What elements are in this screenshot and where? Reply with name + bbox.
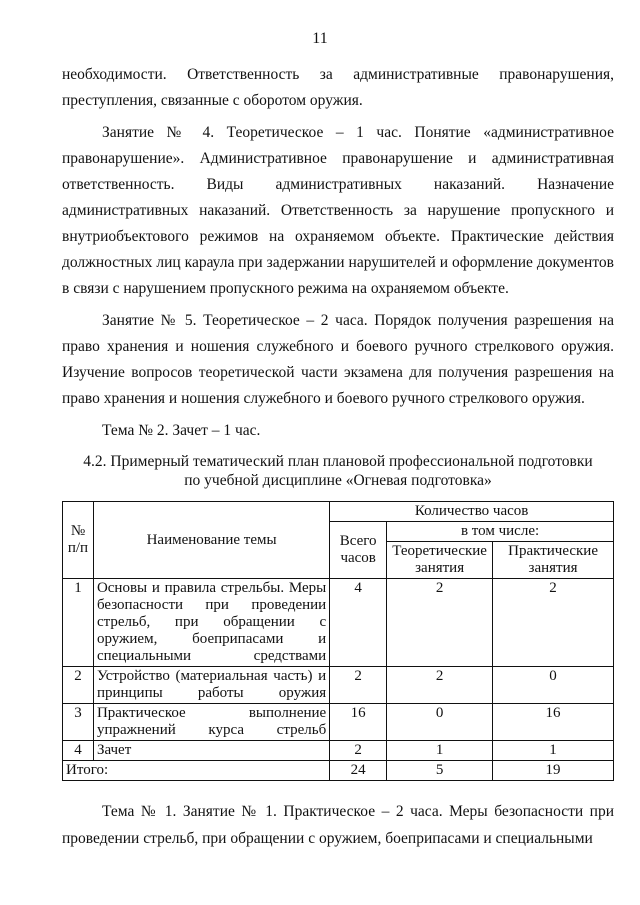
header-topic: Наименование темы xyxy=(93,502,329,579)
row-total: 16 xyxy=(330,704,387,741)
row-topic: Устройство (материальная часть) и принципы работы оружия xyxy=(93,667,329,704)
section-heading-line-2: по учебной дисциплине «Огневая подготовка» xyxy=(184,472,492,489)
table-header-row-1 xyxy=(63,502,614,522)
header-num: № п/п xyxy=(63,502,94,579)
closing-text xyxy=(62,798,614,852)
row-practice: 0 xyxy=(493,667,614,704)
paragraph-3: Занятие № 5. Теоретическое – 2 часа. Порядок получения разрешения на право хранения и ношения служебного и боевого ручного стрелкового оружия. Изучение вопросов теоретической части экзамена для получения разрешения на право хранения и ношения служебного и боевого ручного стрелкового оружия. xyxy=(62,312,614,407)
row-topic: Зачет xyxy=(93,741,329,761)
body-text xyxy=(62,62,614,444)
header-theory: Теоретические занятия xyxy=(387,542,493,579)
row-num: 4 xyxy=(63,741,94,761)
row-num: 3 xyxy=(63,704,94,741)
section-heading xyxy=(62,452,614,490)
paragraph-2: Занятие № 4. Теоретическое – 1 час. Понятие «административное правонарушение». Административное правонарушение и административная ответственность. Виды административных наказаний. Назначение административных наказаний. Ответственность за нарушение пропускного и внутриобъектового режимов на охраняемом объекте. Практические действия должностных лиц караула при задержании нарушителей и оформление документов в связи с нарушением пропускного режима на охраняемом объекте. xyxy=(62,124,614,297)
totals-practice: 19 xyxy=(493,761,614,781)
paragraph-1: необходимости. Ответственность за административные правонарушения, преступления, связанные с оборотом оружия. xyxy=(62,66,614,109)
section-heading-line-1: 4.2. Примерный тематический план плановой профессиональной подготовки xyxy=(83,453,593,470)
row-num: 2 xyxy=(63,667,94,704)
header-hours: Количество часов xyxy=(330,502,614,522)
table-row xyxy=(63,704,614,741)
totals-theory: 5 xyxy=(387,761,493,781)
row-practice: 2 xyxy=(493,579,614,667)
header-total: Всего часов xyxy=(330,522,387,579)
row-total: 2 xyxy=(330,741,387,761)
row-total: 4 xyxy=(330,579,387,667)
row-topic: Основы и правила стрельбы. Меры безопасности при проведении стрельб, при обращении с оружием, боеприпасами и специальными средствами xyxy=(93,579,329,667)
row-num: 1 xyxy=(63,579,94,667)
table-totals-row xyxy=(63,761,614,781)
paragraph-4: Тема № 2. Зачет – 1 час. xyxy=(102,422,261,439)
row-theory: 1 xyxy=(387,741,493,761)
plan-table xyxy=(62,501,614,781)
table-row xyxy=(63,667,614,704)
closing-paragraph: Тема № 1. Занятие № 1. Практическое – 2 часа. Меры безопасности при проведении стрельб, при обращении с оружием, боеприпасами и специальными xyxy=(62,803,614,847)
row-total: 2 xyxy=(330,667,387,704)
row-topic: Практическое выполнение упражнений курса стрельб xyxy=(93,704,329,741)
row-theory: 0 xyxy=(387,704,493,741)
header-practice: Практические занятия xyxy=(493,542,614,579)
totals-total: 24 xyxy=(330,761,387,781)
header-including: в том числе: xyxy=(387,522,614,542)
row-practice: 1 xyxy=(493,741,614,761)
row-practice: 16 xyxy=(493,704,614,741)
row-theory: 2 xyxy=(387,667,493,704)
totals-label: Итого: xyxy=(63,761,330,781)
row-theory: 2 xyxy=(387,579,493,667)
page-number: 11 xyxy=(312,30,328,47)
table-row xyxy=(63,579,614,667)
table-row xyxy=(63,741,614,761)
